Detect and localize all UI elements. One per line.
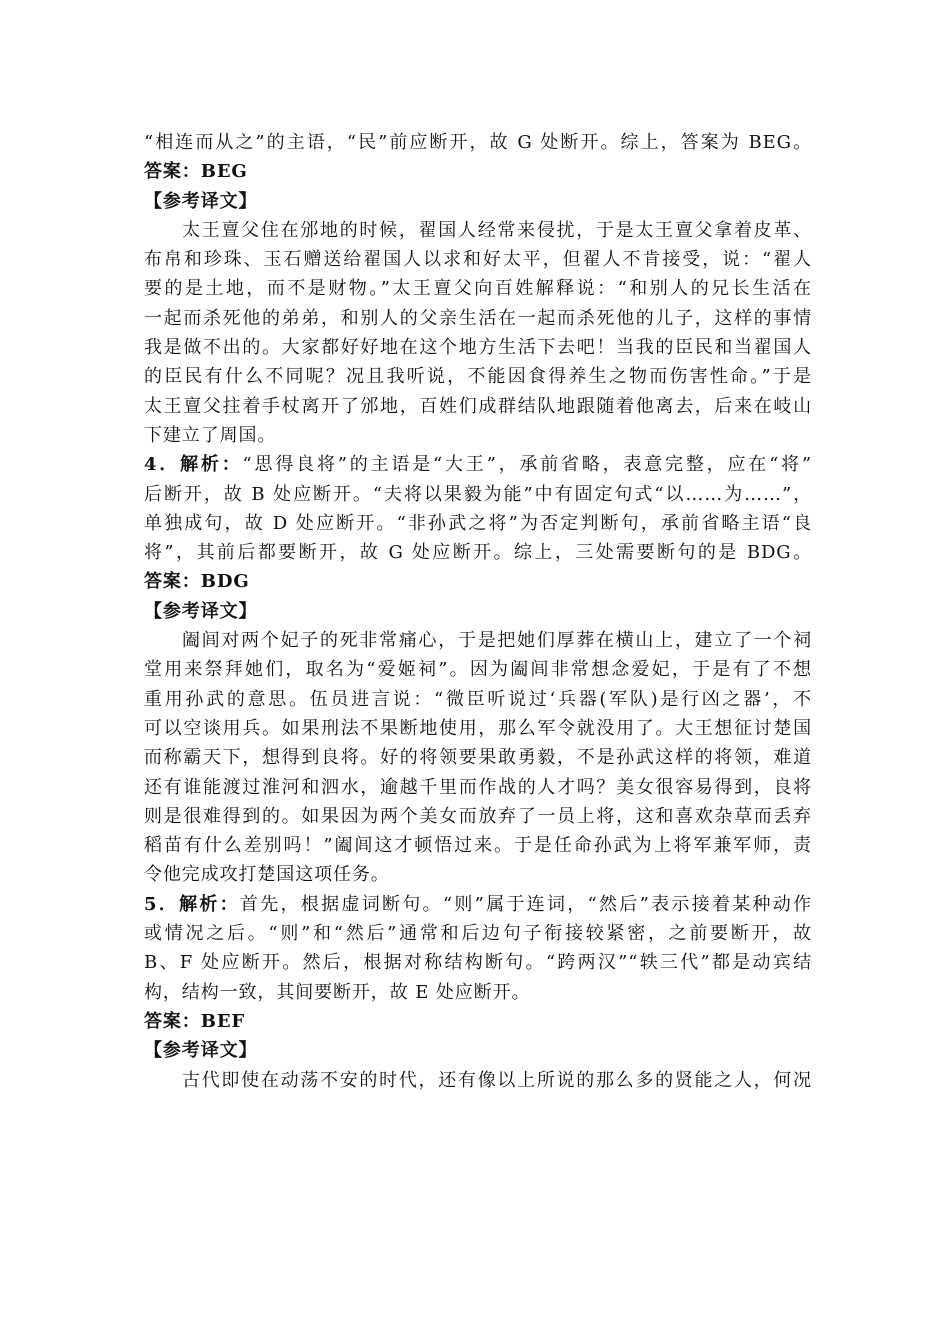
analysis-text: “思得良将”的主语是“大王”，承前省略，表意完整，应在“将” bbox=[242, 454, 812, 476]
answer-line: 答案：BDG bbox=[144, 571, 250, 593]
paragraph-first-line: 太王亶父住在邠地的时候，翟国人经常来侵扰，于是太王亶父拿着皮革、 bbox=[182, 219, 812, 241]
text-line: B、F 处应断开。然后，根据对称结构断句。“跨两汉”“轶三代”都是动宾结 bbox=[144, 952, 812, 974]
text-line: 将”，其前后都要断开，故 G 处应断开。综上，三处需要断句的是 BDG。 bbox=[144, 542, 812, 564]
text-line: 重用孙武的意思。伍员进言说：“微臣听说过‘兵器(军队)是行凶之器’，不 bbox=[144, 688, 812, 710]
paragraph-last-line: 令他完成攻打楚国这项任务。 bbox=[144, 864, 390, 886]
section-heading: 【参考译文】 bbox=[144, 600, 258, 622]
analysis-label: 5．解析： bbox=[144, 893, 240, 915]
analysis-text: 首先，根据虚词断句。“则”属于连词，“然后”表示接着某种动作 bbox=[239, 893, 812, 915]
answer-line: 答案：BEG bbox=[144, 161, 248, 183]
analysis-line bbox=[144, 890, 812, 919]
analysis-line bbox=[144, 450, 812, 479]
text-line: 或情况之后。“则”和“然后”通常和后边句子衔接较紧密，之前要断开，故 bbox=[144, 923, 812, 945]
text-line: 要的是土地，而不是财物。”太王亶父向百姓解释说：“和别人的兄长生活在 bbox=[144, 278, 812, 300]
section-heading: 【参考译文】 bbox=[144, 1040, 258, 1062]
text-line: 太王亶父拄着手杖离开了邠地，百姓们成群结队地跟随着他离去，后来在岐山 bbox=[144, 395, 812, 417]
paragraph-first-line: 古代即使在动荡不安的时代，还有像以上所说的那么多的贤能之人，何况 bbox=[182, 1069, 812, 1091]
text-line: 布帛和珍珠、玉石赠送给翟国人以求和好太平，但翟人不肯接受，说：“翟人 bbox=[144, 249, 812, 271]
text-line: 单独成句，故 D 处应断开。“非孙武之将”为否定判断句，承前省略主语“良 bbox=[144, 512, 812, 534]
document-page bbox=[144, 128, 812, 1095]
text-line: 堂用来祭拜她们，取名为“爱姬祠”。因为阖闾非常想念爱妃，于是有了不想 bbox=[144, 659, 812, 681]
text-line: 的臣民有什么不同呢？况且我听说，不能因食得养生之物而伤害性命。”于是 bbox=[144, 366, 812, 388]
text-line: 则是很难得到的。如果因为两个美女而放弃了一员上将，这和喜欢杂草而丢弃 bbox=[144, 805, 812, 827]
analysis-label: 4．解析： bbox=[144, 454, 243, 476]
paragraph-last-line: 下建立了周国。 bbox=[144, 424, 277, 446]
text-line: “相连而从之”的主语，“民”前应断开，故 G 处断开。综上，答案为 BEG。 bbox=[144, 132, 812, 153]
text-line: 稻苗有什么差别吗！”阖闾这才顿悟过来。于是任命孙武为上将军兼军师，责 bbox=[144, 835, 812, 857]
paragraph-last-line: 构，结构一致，其间要断开，故 E 处应断开。 bbox=[144, 981, 531, 1003]
text-line: 我是做不出的。大家都好好地在这个地方生活下去吧！当我的臣民和当翟国人 bbox=[144, 337, 812, 359]
section-heading: 【参考译文】 bbox=[144, 190, 258, 212]
answer-line: 答案：BEF bbox=[144, 1010, 246, 1032]
text-line: 还有谁能渡过淮河和泗水，逾越千里而作战的人才吗？美女很容易得到，良将 bbox=[144, 776, 812, 798]
text-line: 一起而杀死他的弟弟，和别人的父亲生活在一起而杀死他的儿子，这样的事情 bbox=[144, 307, 812, 329]
text-line: 后断开，故 B 处应断开。“夫将以果毅为能”中有固定句式“以……为……”， bbox=[144, 483, 812, 505]
text-line: 可以空谈用兵。如果刑法不果断地使用，那么军令就没用了。大王想征讨楚国 bbox=[144, 717, 812, 739]
text-line: 而称霸天下，想得到良将。好的将领要果敢勇毅，不是孙武这样的将领，难道 bbox=[144, 747, 812, 769]
paragraph-first-line: 阖闾对两个妃子的死非常痛心，于是把她们厚葬在横山上，建立了一个祠 bbox=[182, 630, 812, 652]
